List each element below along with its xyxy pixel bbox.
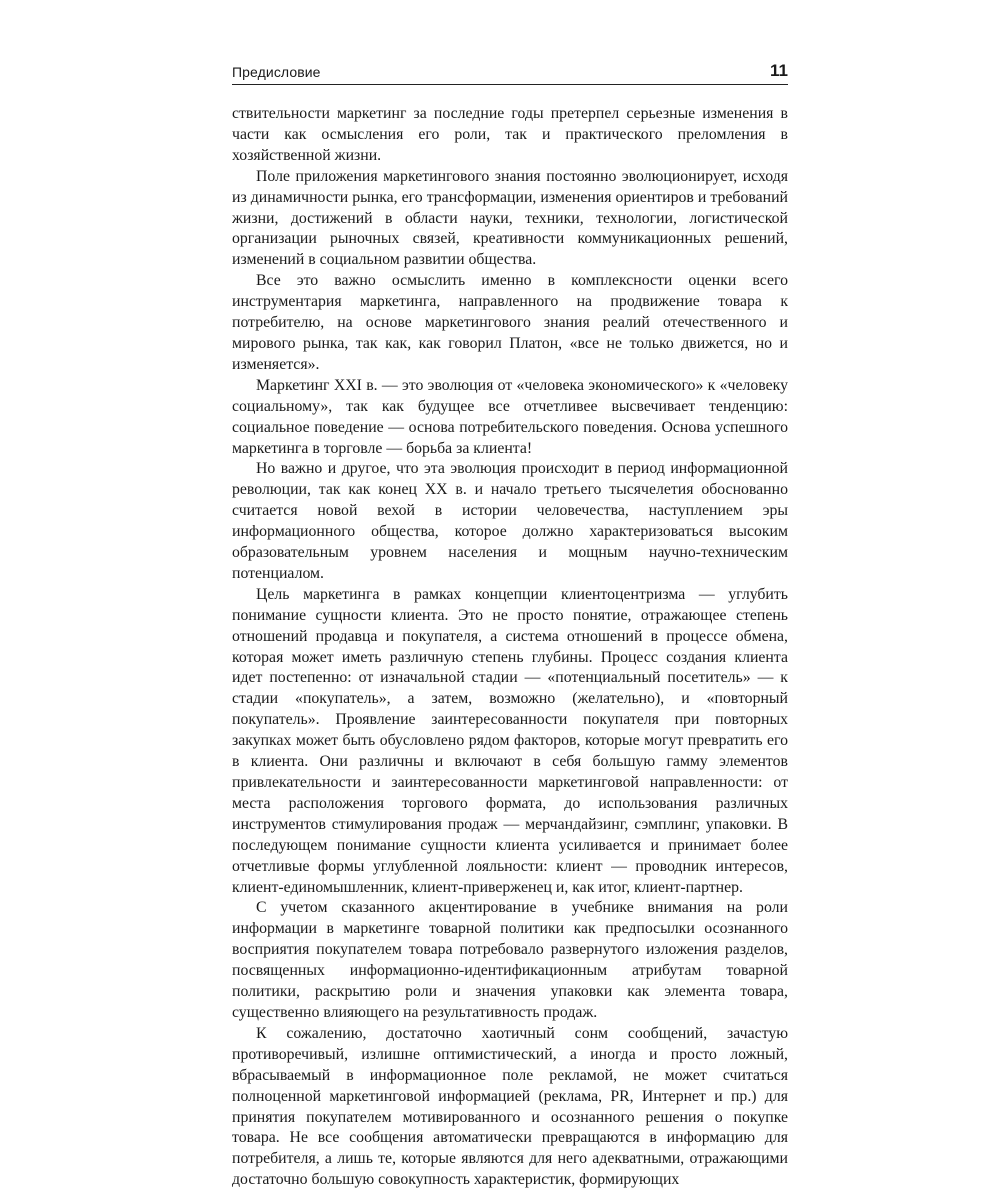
- paragraph: Цель маркетинга в рамках концепции клиентоцентризма — углубить понимание сущности клиента. Это не просто понятие, отражающее степень отношений продавца и покупателя, а система отношений в процессе обмена, которая может иметь различную степень глубины. Процесс создания клиента идет постепенно: от изначальной стадии — «потенциальный посетитель» — к стадии «покупатель», а затем, возможно (желательно), и «повторный покупатель». Проявление заинтересованности покупателя при повторных закупках может быть обусловлено рядом факторов, которые могут превратить его в клиента. Они различны и включают в себя большую гамму элементов привлекательности и заинтересованности маркетинговой направленности: от места расположения торгового формата, до использования различных инструментов стимулирования продаж — мерчандайзинг, сэмплинг, упаковки. В последующем понимание сущности клиента усиливается и принимает более отчетливые формы углубленной лояльности: клиент — проводник интересов, клиент-единомышленник, клиент-приверженец и, как итог, клиент-партнер.: [232, 585, 788, 896]
- paragraph: С учетом сказанного акцентирование в учебнике внимания на роли информации в маркетинге товарной политики как предпосылки осознанного восприятия покупателем товара потребовало развернутого изложения разделов, посвященных информационно-идентификационным атрибутам товарной политики, раскрытию роли и значения упаковки как элемента товара, существенно влияющего на результативность продаж.: [232, 899, 788, 1021]
- paragraph: Но важно и другое, что эта эволюция происходит в период информационной революции, так как конец XX в. и начало третьего тысячелетия обоснованно считается новой вехой в истории человечества, наступлением эры информационного общества, которое должно характеризоваться высоким образовательным уровнем населения и мощным научно-техническим потенциалом.: [232, 460, 788, 582]
- paragraph: Маркетинг XXI в. — это эволюция от «человека экономического» к «человеку социальному», так как будущее все отчетливее высвечивает тенденцию: социальное поведение — основа потребительского поведения. Основа успешного маркетинга в торговле — борьба за клиента!: [232, 376, 788, 457]
- body-text: [232, 104, 788, 1191]
- running-header: [232, 58, 788, 85]
- paragraph: Все это важно осмыслить именно в комплексности оценки всего инструментария маркетинга, направленного на продвижение товара к потребителю, на основе маркетингового знания реалий отечественного и мирового рынка, так как, как говорил Платон, «все не только движется, но и изменяется».: [232, 272, 788, 373]
- paragraph: Поле приложения маркетингового знания постоянно эволюционирует, исходя из динамичности рынка, его трансформации, изменения ориентиров и требований жизни, достижений в области науки, техники, технологии, логистической организации рыночных связей, креативности коммуникационных решений, изменений в социальном развитии общества.: [232, 167, 788, 269]
- paragraph: К сожалению, достаточно хаотичный сонм сообщений, зачастую противоречивый, излишне оптимистический, а иногда и просто ложный, вбрасываемый в информационное поле рекламой, не может считаться полноценной маркетинговой информацией (реклама, PR, Интернет и пр.) для принятия покупателем мотивированного и осознанного решения о покупке товара. Не все сообщения автоматически превращаются в информацию для потребителя, а лишь те, которые являются для него адекватными, отражающими достаточно большую совокупность характеристик, формирующих: [232, 1024, 788, 1189]
- page-number: 11: [770, 61, 788, 80]
- section-title: Предисловие: [232, 64, 321, 80]
- paragraph: ствительности маркетинг за последние годы претерпел серьезные изменения в части как осмысления его роли, так и практического преломления в хозяйственной жизни.: [232, 105, 788, 164]
